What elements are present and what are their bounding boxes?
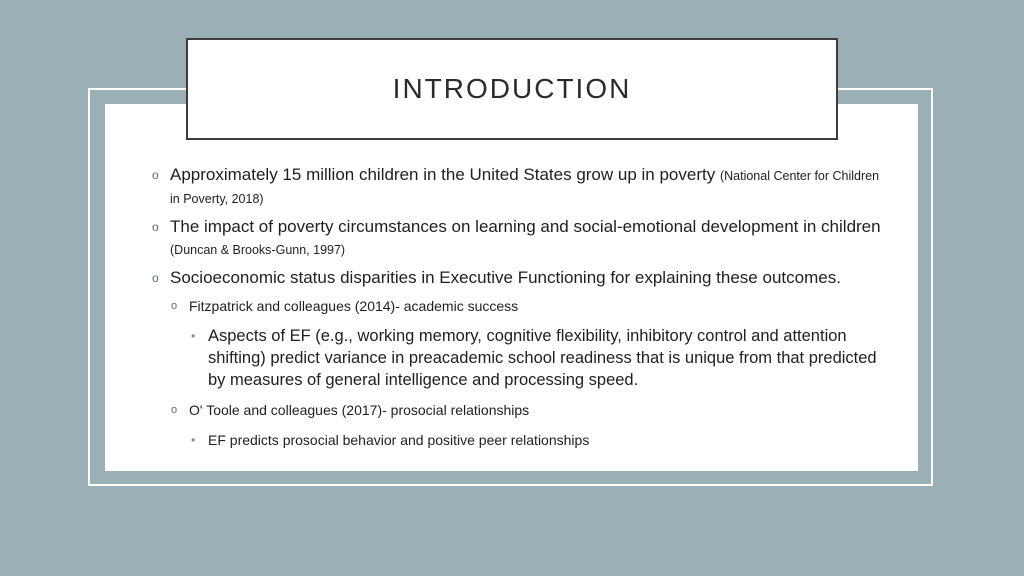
detail-bullet-text: EF predicts prosocial behavior and positive peer relationships xyxy=(208,432,590,448)
bullet-item xyxy=(150,267,890,289)
sub-bullet-item xyxy=(170,399,890,421)
bullet-list xyxy=(150,164,890,459)
sub-bullet-item xyxy=(170,295,890,317)
circle-bullet-icon: o xyxy=(171,404,178,416)
title-box xyxy=(186,38,838,140)
slide-title: INTRODUCTION xyxy=(392,73,632,104)
bullet-text: Socioeconomic status disparities in Executive Functioning for explaining these outcomes. xyxy=(170,268,841,287)
bullet-citation: (National Center for Children in Poverty, 2018) xyxy=(170,169,880,206)
detail-bullet-item xyxy=(188,325,890,391)
sub-bullet-text: O' Toole and colleagues (2017)- prosocial relationships xyxy=(189,402,530,418)
circle-bullet-icon: o xyxy=(152,168,159,182)
bullet-item xyxy=(150,164,890,210)
dot-bullet-icon: • xyxy=(191,329,196,343)
dot-bullet-icon: • xyxy=(191,433,196,447)
detail-bullet-item xyxy=(188,429,890,451)
sub-bullet-text: Fitzpatrick and colleagues (2014)- academic success xyxy=(189,298,519,314)
bullet-item xyxy=(150,216,890,261)
circle-bullet-icon: o xyxy=(152,271,159,285)
circle-bullet-icon: o xyxy=(152,220,159,234)
detail-bullet-text: Aspects of EF (e.g., working memory, cognitive flexibility, inhibitory control and attention shifting) predict variance in preacademic school readiness that is unique from that predicted by measures of general intelligence and processing speed. xyxy=(208,327,877,389)
circle-bullet-icon: o xyxy=(171,300,178,312)
bullet-text: Approximately 15 million children in the United States grow up in poverty xyxy=(170,165,716,184)
bullet-text: The impact of poverty circumstances on learning and social-emotional development in children xyxy=(170,217,881,236)
bullet-citation: (Duncan & Brooks-Gunn, 1997) xyxy=(170,243,346,257)
